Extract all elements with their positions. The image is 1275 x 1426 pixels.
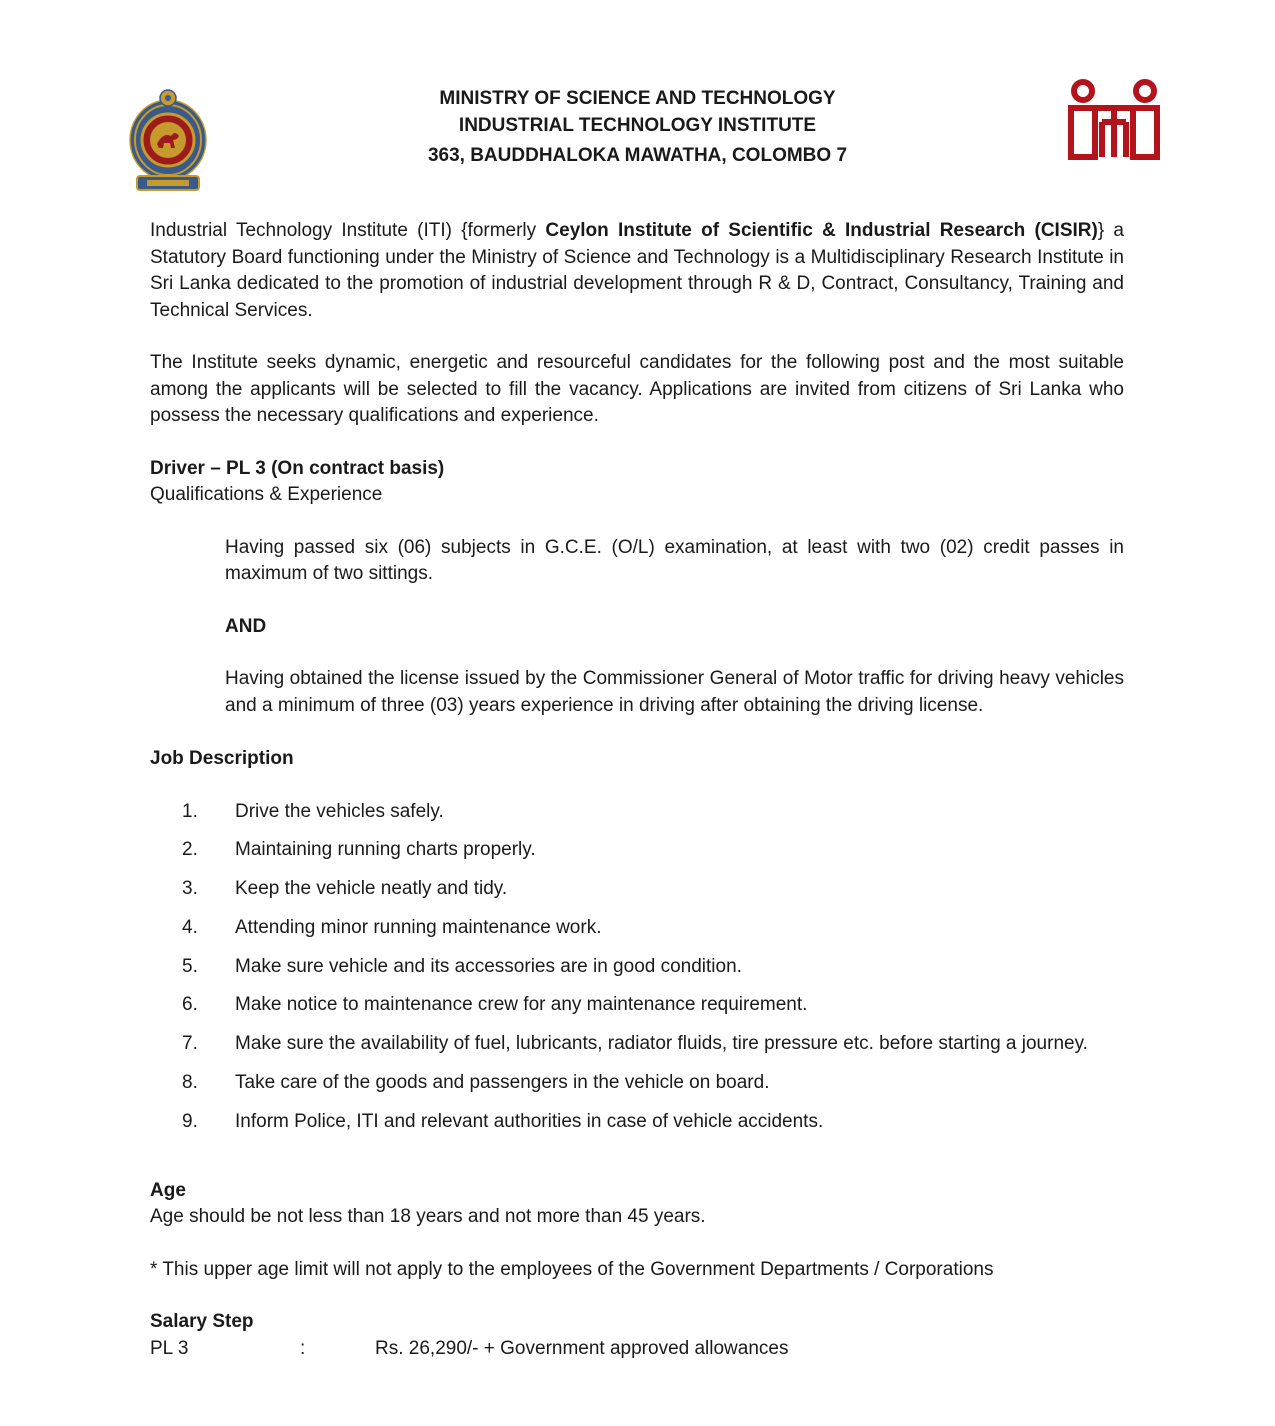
- salary-row: [150, 1336, 1124, 1363]
- list-item: 2. Maintaining running charts properly.: [182, 839, 536, 861]
- salary-grade: PL 3: [150, 1337, 189, 1359]
- list-item: 1. Drive the vehicles safely.: [182, 800, 444, 822]
- list-item: 8. Take care of the goods and passengers in the vehicle on board.: [182, 1072, 770, 1094]
- job-description-list: [150, 799, 1124, 1148]
- qualification-ol: Having passed six (06) subjects in G.C.E. (O/L) examination, at least with two (02) credit passes in maximum of two sittings.: [225, 536, 1124, 584]
- list-item: 5. Make sure vehicle and its accessories are in good condition.: [182, 955, 742, 977]
- header-ministry: MINISTRY OF SCIENCE AND TECHNOLOGY: [439, 88, 836, 109]
- header-address: 363, BAUDDHALOKA MAWATHA, COLOMBO 7: [427, 145, 848, 166]
- list-item: 9. Inform Police, ITI and relevant authorities in case of vehicle accidents.: [182, 1110, 824, 1132]
- post-title: Driver – PL 3 (On contract basis): [150, 457, 445, 479]
- document-header: [300, 86, 975, 170]
- cisir-name: Ceylon Institute of Scientific & Industrial Research (CISIR): [545, 220, 1098, 241]
- salary-separator: :: [300, 1337, 306, 1359]
- sri-lanka-emblem-icon: [127, 88, 209, 194]
- job-description-heading: Job Description: [150, 748, 294, 769]
- list-item: 4. Attending minor running maintenance work.: [182, 916, 602, 938]
- age-text: Age should be not less than 18 years and not more than 45 years.: [150, 1206, 706, 1228]
- intro-paragraph: Industrial Technology Institute (ITI) {formerly Ceylon Institute of Scientific & Industrial Research (CISIR)} a Statutory Board functioning under the Ministry of Science and Technology is a Multidisciplinary Research Institute in Sri Lanka dedicated to the promotion of industrial development through R & D, Contract, Consultancy, Training and Technical Services.: [150, 220, 1124, 321]
- salary-heading: Salary Step: [150, 1311, 254, 1333]
- qualification-license: Having obtained the license issued by the Commissioner General of Motor traffic for driving heavy vehicles and a minimum of three (03) years experience in driving after obtaining the driving license.: [225, 668, 1124, 716]
- qualification-and: AND: [225, 615, 267, 637]
- salary-value: Rs. 26,290/- + Government approved allowances: [375, 1337, 789, 1359]
- qualifications-heading: Qualifications & Experience: [150, 484, 383, 505]
- iti-logo-icon: [1066, 78, 1162, 160]
- document-body: [150, 218, 1124, 1362]
- age-note: * This upper age limit will not apply to the employees of the Government Departments / Corporations: [150, 1258, 994, 1280]
- list-item: 3. Keep the vehicle neatly and tidy.: [182, 878, 508, 900]
- age-heading: Age: [150, 1179, 186, 1201]
- institute-seeks-paragraph: The Institute seeks dynamic, energetic and resourceful candidates for the following post and the most suitable among the applicants will be selected to fill the vacancy. Applications are invited from citizens of Sri Lanka who possess the necessary qualifications and experience.: [150, 352, 1124, 426]
- header-institute: INDUSTRIAL TECHNOLOGY INSTITUTE: [458, 114, 817, 136]
- list-item: 6. Make notice to maintenance crew for any maintenance requirement.: [182, 994, 808, 1016]
- list-item: 7. Make sure the availability of fuel, lubricants, radiator fluids, tire pressure etc. before starting a journey.: [182, 1033, 1088, 1055]
